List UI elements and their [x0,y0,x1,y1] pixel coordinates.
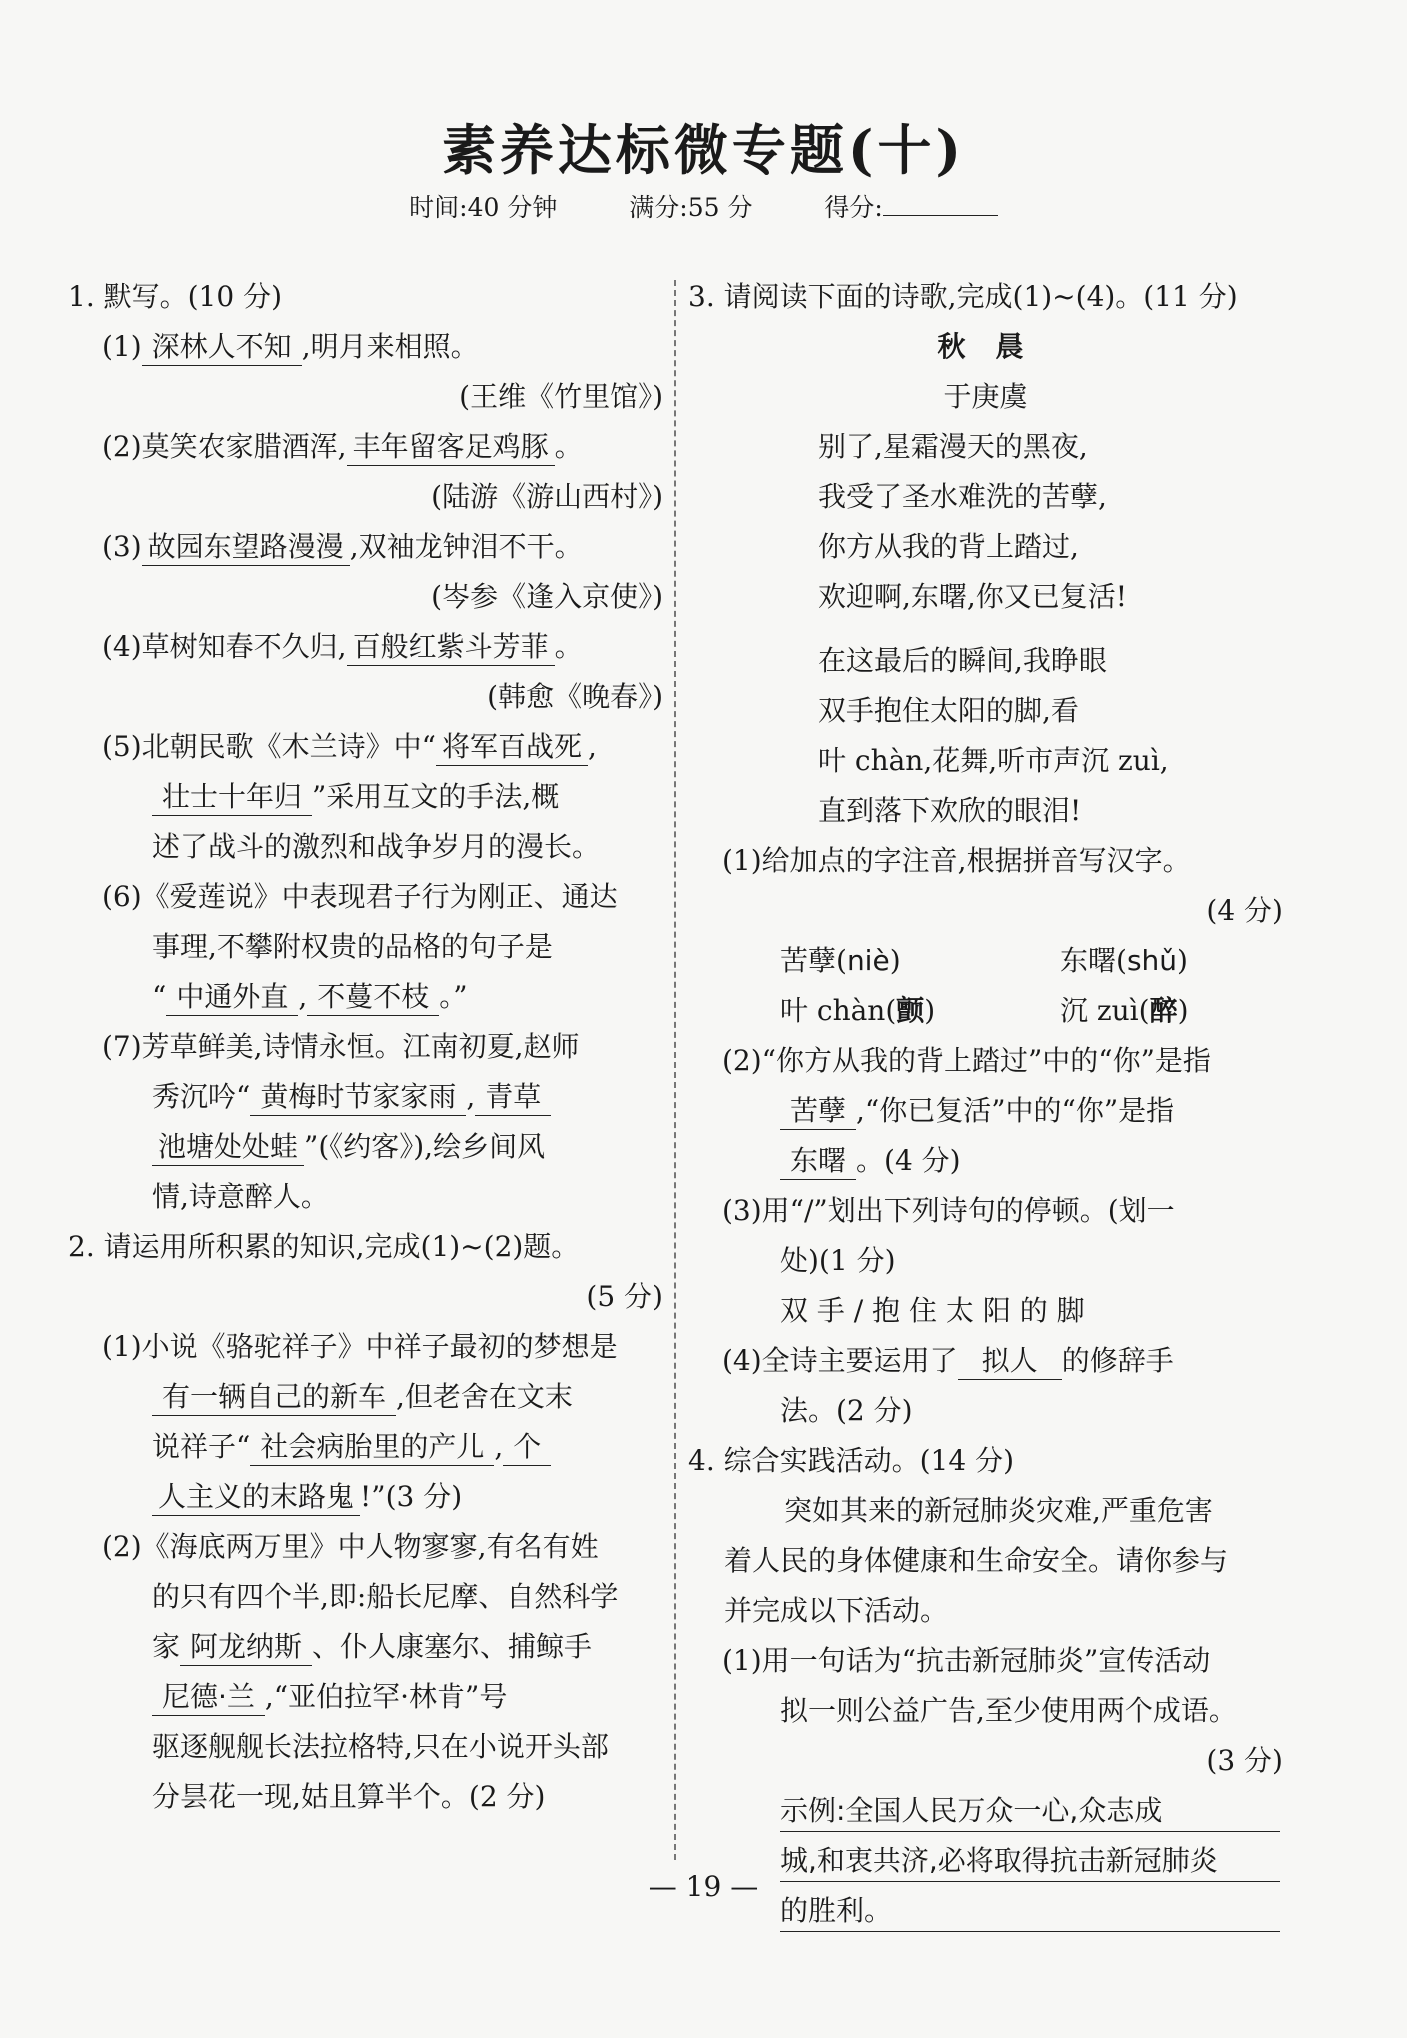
question-2-heading: 2. 请运用所积累的知识,完成(1)~(2)题。 [68,1230,580,1263]
answer: 拟人 [958,1343,1062,1380]
left-column [68,272,663,1822]
q4-intro: 着人民的身体健康和生命安全。请你参与 [724,1544,1229,1577]
q4-intro: 突如其来的新冠肺炎灾难,严重危害 [784,1494,1213,1527]
q1-item-5-cont: 壮士十年归 ”采用互文的手法,概 [68,772,663,822]
page-title: 素养达标微专题(十) [441,118,966,182]
answer: 将军百战死 [436,729,588,766]
q3-item-1-answers: 叶 chàn(颤) 沉 zuì(醉) [780,994,1189,1027]
column-divider [674,280,676,1860]
poem-line: 直到落下欢欣的眼泪! [818,794,1082,827]
answer: 壮士十年归 [152,779,312,816]
poem-line: 欢迎啊,东曙,你又已复活! [818,580,1128,613]
q2-item-2-cont: 家 阿龙纳斯 、仆人康塞尔、捕鲸手 [68,1622,663,1672]
score-field [824,193,997,222]
q1-item-4: (4)草树知春不久归, 百般红紫斗芳菲 。 [68,622,663,672]
answer: 青草 [475,1079,551,1116]
answer: niè [846,944,890,977]
poem-author: 于庚虞 [943,380,1028,413]
q1-item-7-cont: 情,诗意醉人。 [152,1180,329,1213]
poem-line: 在这最后的瞬间,我睁眼 [818,644,1107,677]
answer: 有一辆自己的新车 [152,1379,396,1416]
q3-item-1: (1)给加点的字注音,根据拼音写汉字。 [722,844,1191,877]
q1-item-6-cont: 事理,不攀附权贵的品格的句子是 [152,930,553,963]
answer: 阿龙纳斯 [180,1629,312,1666]
page-number: — 19 — [648,1870,759,1903]
answer: 百般红紫斗芳菲 [347,629,555,666]
source-citation: (陆游《游山西村》) [431,480,663,513]
source-citation: (王维《竹里馆》) [459,380,663,413]
poem-line: 你方从我的背上踏过, [818,530,1079,563]
q2-item-1-cont: 有一辆自己的新车 ,但老舍在文末 [68,1372,663,1422]
question-2-score: (5 分) [586,1280,663,1313]
q4-intro: 并完成以下活动。 [724,1594,949,1627]
q1-item-2: (2)莫笑农家腊酒浑, 丰年留客足鸡豚 。 [68,422,663,472]
question-3-heading: 3. 请阅读下面的诗歌,完成(1)~(4)。(11 分) [688,280,1238,313]
answer: shǔ [1126,944,1178,977]
answer: 深林人不知 [142,329,302,366]
poem-line: 双手抱住太阳的脚,看 [818,694,1079,727]
q2-item-1-cont: 人主义的末路鬼 !”(3 分) [68,1472,663,1522]
right-column [688,272,1283,1936]
q1-item-6-cont: “ 中通外直 , 不蔓不枝 。” [68,972,663,1022]
source-citation: (岑参《逢入京使》) [431,580,663,613]
q2-item-2-cont: 的只有四个半,即:船长尼摩、自然科学 [152,1580,619,1613]
q3-item-3-cont: 处)(1 分) [780,1244,896,1277]
q1-item-1: (1) 深林人不知 ,明月来相照。 [68,322,663,372]
q4-item-1-score: (3 分) [1206,1744,1283,1777]
answer: 尼德·兰 [152,1679,265,1716]
answer: 丰年留客足鸡豚 [347,429,555,466]
q3-item-2-cont: 东曙 。(4 分) [688,1136,1283,1186]
answer: 醉 [1149,994,1178,1027]
poem-stanza-1 [688,422,1283,622]
score-label: 得分: [824,193,883,222]
answer: 人主义的末路鬼 [152,1479,360,1516]
q2-item-2-cont: 分昙花一现,姑且算半个。(2 分) [152,1780,546,1813]
answer: 苦孽 [780,1093,856,1130]
q3-item-3-answer: 双 手 / 抱 住 太 阳 的 脚 [780,1294,1085,1327]
exam-meta [0,188,1407,224]
answer: 中通外直 [166,979,298,1016]
q1-item-6: (6)《爱莲说》中表现君子行为刚正、通达 [102,880,618,913]
question-4-heading: 4. 综合实践活动。(14 分) [688,1444,1014,1477]
q3-item-1-score: (4 分) [1206,894,1283,927]
q1-item-3: (3) 故园东望路漫漫 ,双袖龙钟泪不干。 [68,522,663,572]
q2-item-1: (1)小说《骆驼祥子》中祥子最初的梦想是 [102,1330,618,1363]
poem-line: 别了,星霜漫天的黑夜, [818,430,1088,463]
answer: 故园东望路漫漫 [142,529,350,566]
answer: 池塘处处蛙 [152,1129,304,1166]
source-citation: (韩愈《晚春》) [487,680,663,713]
q4-item-1-cont: 拟一则公益广告,至少使用两个成语。 [780,1694,1237,1727]
q2-item-2-cont: 驱逐舰舰长法拉格特,只在小说开头部 [152,1730,609,1763]
answer: 东曙 [780,1143,856,1180]
q3-item-2: (2)“你方从我的背上踏过”中的“你”是指 [722,1044,1211,1077]
poem-title: 秋晨 [937,330,1054,363]
answer: 不蔓不枝 [307,979,439,1016]
answer: 社会病胎里的产儿 [250,1429,494,1466]
poem-stanza-2 [688,636,1283,836]
q1-item-7: (7)芳草鲜美,诗情永恒。江南初夏,赵师 [102,1030,580,1063]
q3-item-1-answers: 苦孽(niè) 东曙(shǔ) [780,944,1188,977]
q2-item-2: (2)《海底两万里》中人物寥寥,有名有姓 [102,1530,599,1563]
poem-line: 我受了圣水难洗的苦孽, [818,480,1107,513]
q1-item-5: (5)北朝民歌《木兰诗》中“ 将军百战死 , [68,722,663,772]
q2-item-2-cont: 尼德·兰 ,“亚伯拉罕·林肯”号 [68,1672,663,1722]
poem-line: 叶 chàn,花舞,听市声沉 zuì, [818,744,1169,777]
q3-item-3: (3)用“/”划出下列诗句的停顿。(划一 [722,1194,1175,1227]
answer: 颤 [896,994,925,1027]
q4-item-1: (1)用一句话为“抗击新冠肺炎”宣传活动 [722,1644,1211,1677]
question-1-heading: 1. 默写。(10 分) [68,280,282,313]
q3-item-2-cont: 苦孽 ,“你已复活”中的“你”是指 [688,1086,1283,1136]
q2-item-1-cont: 说祥子“ 社会病胎里的产儿 , 个 [68,1422,663,1472]
q1-item-5-cont: 述了战斗的激烈和战争岁月的漫长。 [152,830,601,863]
answer: 个 [503,1429,551,1466]
score-blank [883,215,998,216]
q1-item-7-cont: 池塘处处蛙 ”(《约客》),绘乡间风 [68,1122,663,1172]
q4-item-1-answer: 示例:全国人民万众一心,众志成 城,和衷共济,必将取得抗击新冠肺炎 的胜利。 [688,1786,1283,1936]
time-limit: 时间:40 分钟 [409,193,558,222]
q1-item-7-cont: 秀沉吟“ 黄梅时节家家雨 , 青草 [68,1072,663,1122]
q3-item-4: (4)全诗主要运用了 拟人 的修辞手 [688,1336,1283,1386]
q3-item-4-cont: 法。(2 分) [780,1394,913,1427]
answer: 黄梅时节家家雨 [250,1079,466,1116]
full-score: 满分:55 分 [629,193,753,222]
